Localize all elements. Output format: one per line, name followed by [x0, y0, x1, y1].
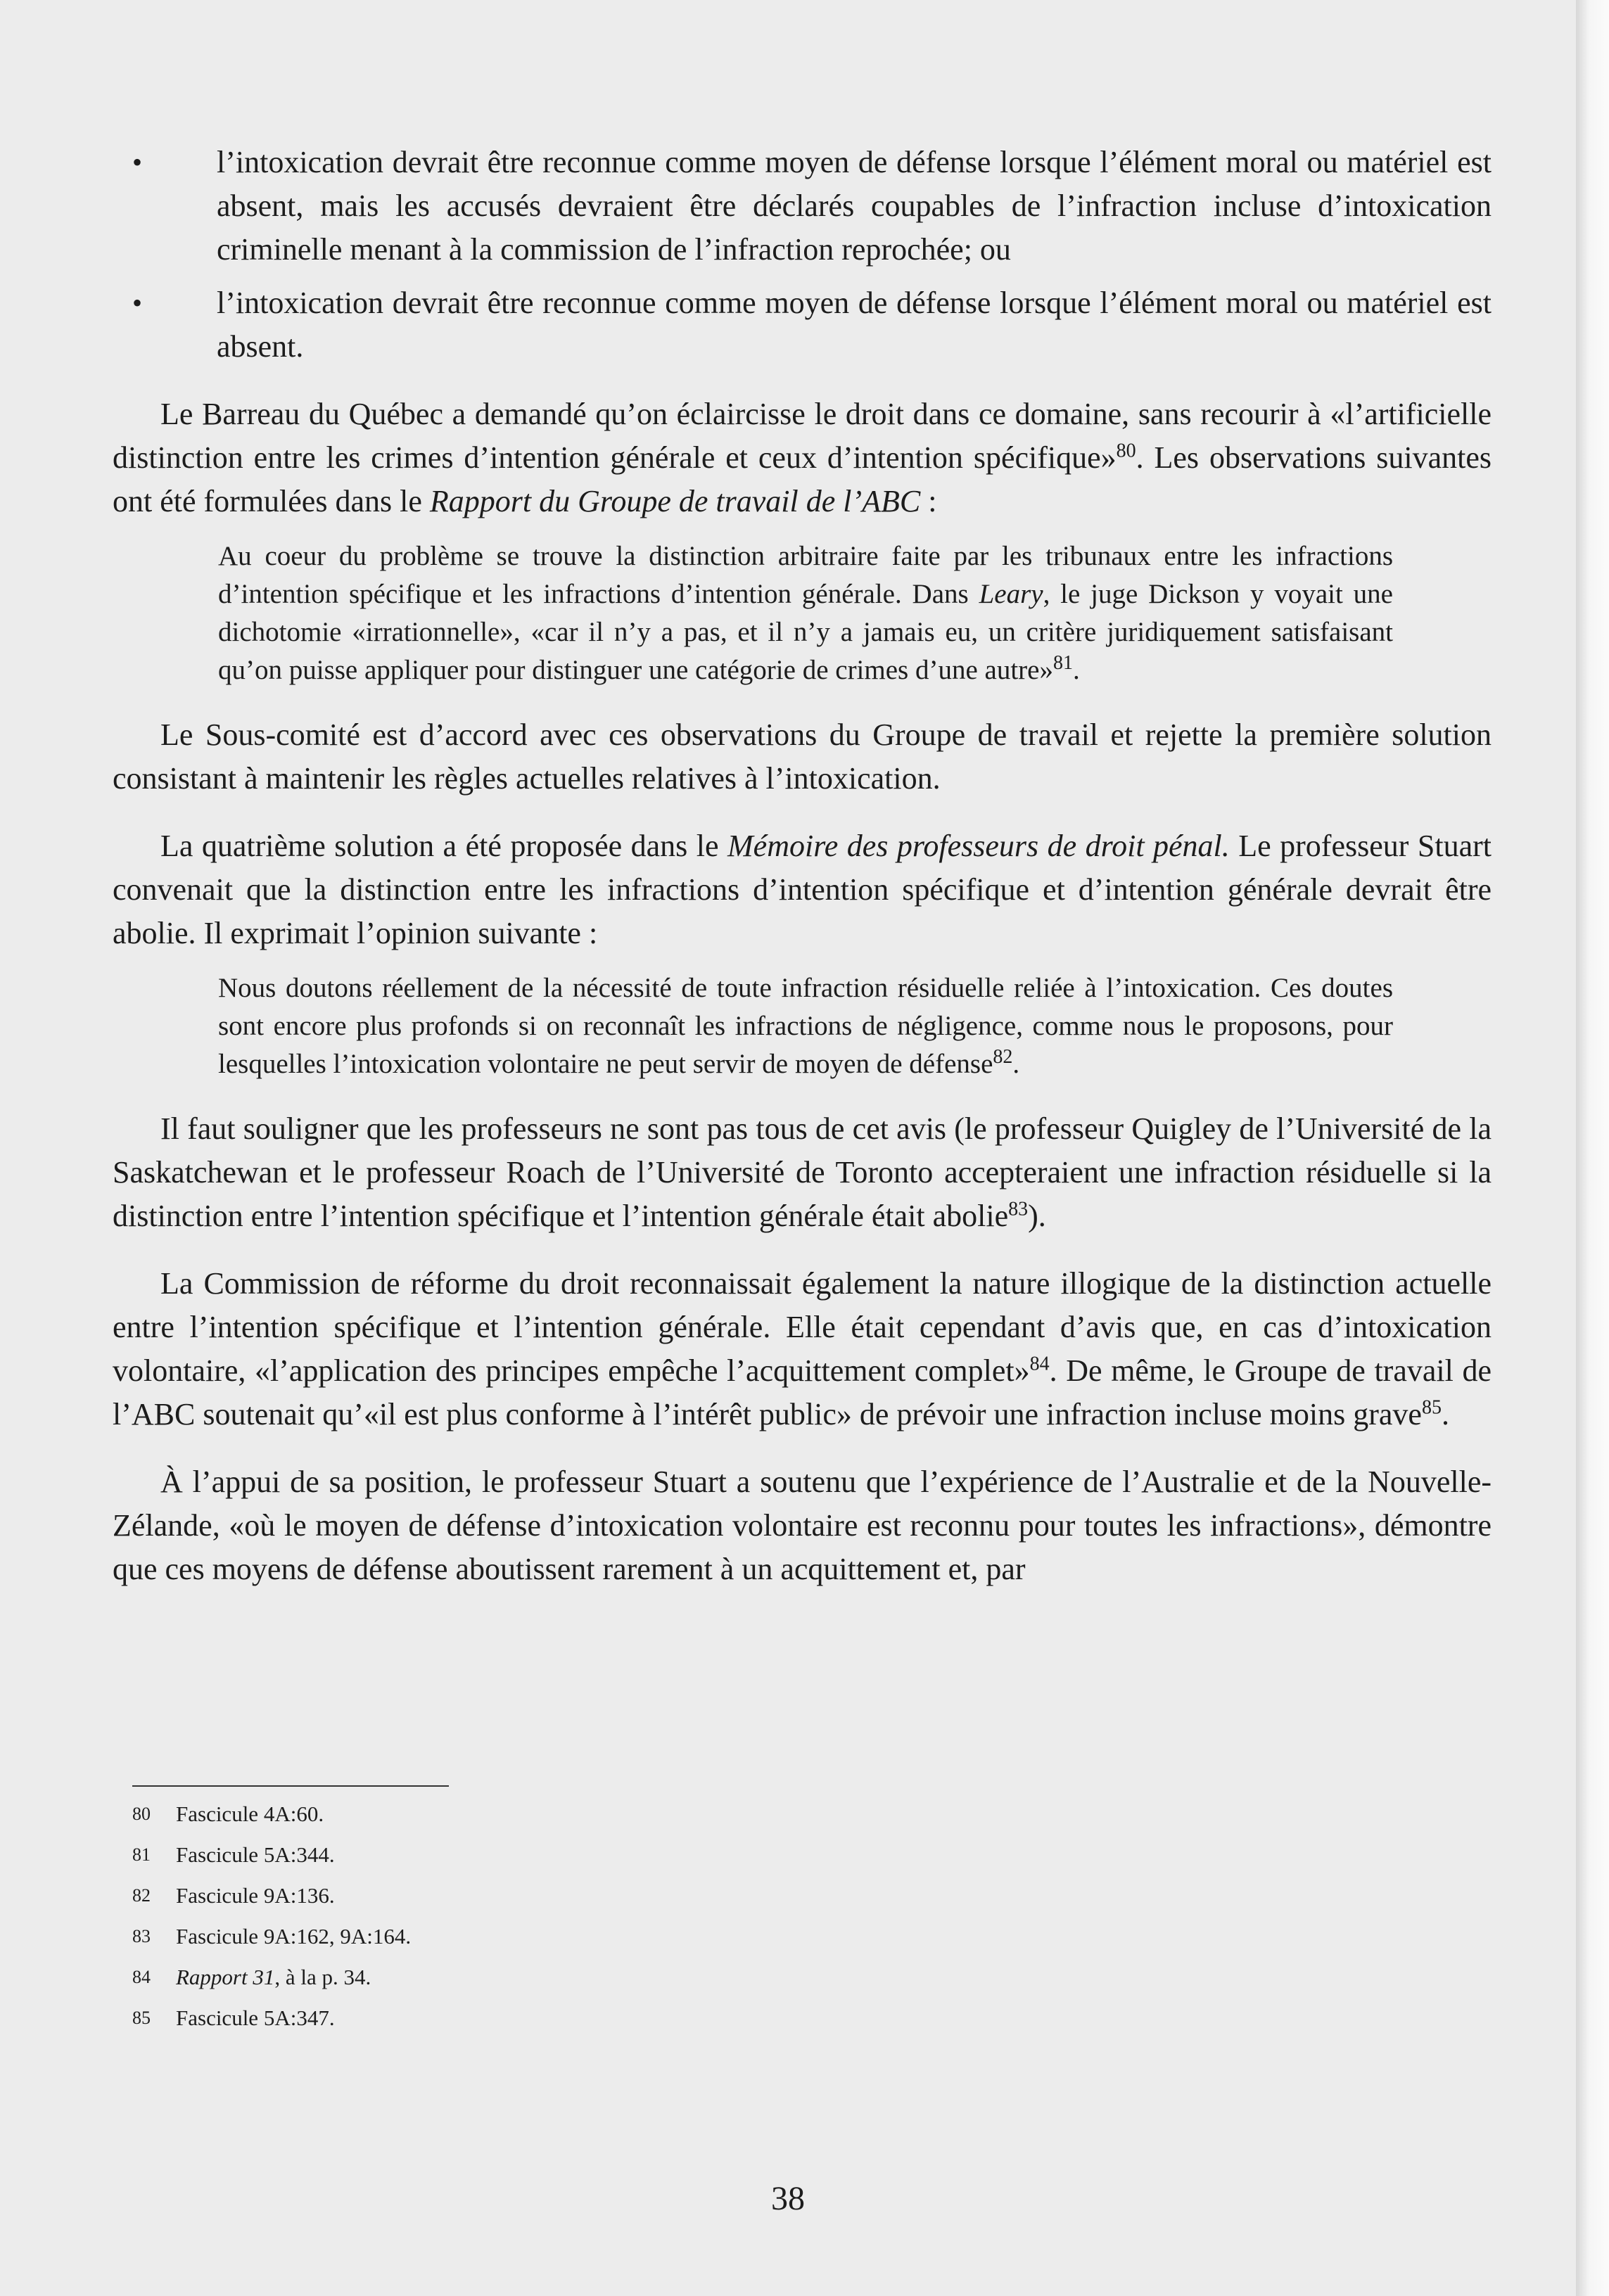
footnote-ref[interactable]: 81: [1052, 652, 1073, 674]
footnote: [132, 1842, 977, 1868]
bullet-text: l’intoxication devrait être reconnue comme moyen de défense lorsque l’élément moral ou matériel est absent.: [217, 286, 1492, 364]
paragraph-text: La quatrième solution a été proposée dans le: [160, 829, 728, 863]
paragraph-text: . Les observations suivantes ont été formulées dans le: [113, 440, 1492, 518]
paragraph-text: Le professeur Stuart convenait que la distinction entre les infractions d’intention spécifique et d’intention générale devrait être abolie. Il exprimait l’opinion suivante :: [113, 829, 1492, 950]
footnote-text: Fascicule 9A:136.: [176, 1883, 335, 1908]
quote-text: .: [1072, 655, 1080, 685]
memoir-title: Mémoire des professeurs de droit pénal.: [727, 829, 1230, 863]
quote-text: .: [1012, 1049, 1020, 1079]
paragraph-text: .: [1441, 1397, 1449, 1431]
footnote-ref[interactable]: 84: [1029, 1353, 1050, 1375]
paragraph: À l’appui de sa position, le professeur Stuart a soutenu que l’expérience de l’Australie et de la Nouvelle-Zélande, «où le moyen de défense d’intoxication volontaire est reconnu pour toutes les infractions», démontre que ces moyens de défense aboutissent rarement à un acquittement et, par: [113, 1465, 1492, 1586]
footnote-number: 83: [132, 1926, 151, 1946]
paragraph-text: . De même, le Groupe de travail de l’ABC soutenait qu’«il est plus conforme à l’intérêt public» de prévoir une infraction incluse moins grave: [113, 1353, 1492, 1431]
quote-text: Au coeur du problème se trouve la distinction arbitraire faite par les tribunaux entre les infractions d’intention spécifique et les infractions d’intention générale. Dans: [218, 541, 1393, 609]
paragraph-text: :: [920, 484, 937, 518]
footnote-ref[interactable]: 85: [1421, 1396, 1442, 1419]
footnote-text: Fascicule 9A:162, 9A:164.: [176, 1924, 412, 1949]
block-quote: [218, 969, 1393, 1083]
footnote-number: 85: [132, 2008, 151, 2028]
footnote-ref[interactable]: 83: [1008, 1198, 1029, 1220]
footnote: [132, 2005, 977, 2032]
block-quote: [218, 537, 1393, 689]
footnote-ref[interactable]: 80: [1116, 440, 1136, 462]
bullet-icon: •: [132, 146, 143, 178]
bullet-icon: •: [132, 287, 143, 319]
paragraph-text: Le Barreau du Québec a demandé qu’on éclaircisse le droit dans ce domaine, sans recourir à «l’artificielle distinction entre les crimes d’intention générale et ceux d’intention spécifique»: [113, 397, 1492, 475]
paragraph-text: La Commission de réforme du droit reconnaissait également la nature illogique de la distinction actuelle entre l’intention spécifique et l’intention générale. Elle était cependant d’avis que, en cas d’intoxication volontaire, «l’application des principes empêche l’acquittement complet»: [113, 1266, 1492, 1388]
page-number: 38: [771, 2180, 805, 2217]
footnote-ref[interactable]: 82: [993, 1046, 1013, 1068]
footnotes: [132, 1801, 977, 2046]
footnote-number: 84: [132, 1967, 151, 1987]
footnote: [132, 1964, 977, 1991]
paragraph: [113, 1262, 1492, 1436]
footnote: [132, 1882, 977, 1909]
bullet-item: [113, 281, 1492, 369]
paragraph: [113, 824, 1492, 955]
footnote-text-rest: , à la p. 34.: [274, 1965, 371, 1989]
footnote-divider: [132, 1785, 449, 1787]
body-text: [113, 141, 1492, 1605]
footnote: [132, 1923, 977, 1950]
footnote-number: 80: [132, 1804, 151, 1824]
page-edge: [1576, 0, 1609, 2296]
footnote-number: 82: [132, 1885, 151, 1906]
quote-text: , le juge Dickson y voyait une dichotomie «irrationnelle», «car il n’y a pas, et il n’y a jamais eu, un critère juridiquement satisfaisant qu’on puisse appliquer pour distinguer une catégorie de crimes d’une autre»: [218, 579, 1393, 685]
paragraph-text: ).: [1028, 1199, 1046, 1233]
footnote: [132, 1801, 977, 1828]
case-name: Leary: [979, 579, 1043, 609]
bullet-item: [113, 141, 1492, 272]
report-title: Rapport du Groupe de travail de l’ABC: [429, 484, 921, 518]
paragraph: Le Sous-comité est d’accord avec ces observations du Groupe de travail et rejette la première solution consistant à maintenir les règles actuelles relatives à l’intoxication.: [113, 718, 1492, 796]
report-title: Rapport 31: [176, 1965, 275, 1989]
quote-text: Nous doutons réellement de la nécessité de toute infraction résiduelle reliée à l’intoxication. Ces doutes sont encore plus profonds si on reconnaît les infractions de négligence, comme nous le proposons, pour lesquelles l’intoxication volontaire ne peut servir de moyen de défense: [218, 973, 1393, 1079]
footnote-text: Fascicule 5A:344.: [176, 1842, 335, 1867]
paragraph: [113, 393, 1492, 523]
paragraph-text: Il faut souligner que les professeurs ne sont pas tous de cet avis (le professeur Quigley de l’Université de la Saskatchewan et le professeur Roach de l’Université de Toronto accepteraient une infraction résiduelle si la distinction entre l’intention spécifique et l’intention générale était abolie: [113, 1111, 1492, 1233]
footnote-text: Fascicule 4A:60.: [176, 1801, 324, 1826]
footnote-text: [176, 1964, 371, 1991]
bullet-text: l’intoxication devrait être reconnue comme moyen de défense lorsque l’élément moral ou matériel est absent, mais les accusés devraient être déclarés coupables de l’infraction incluse d’intoxication criminelle menant à la commission de l’infraction reprochée; ou: [217, 145, 1492, 267]
paragraph: [113, 1107, 1492, 1238]
footnote-text: Fascicule 5A:347.: [176, 2005, 335, 2030]
footnote-number: 81: [132, 1844, 151, 1865]
